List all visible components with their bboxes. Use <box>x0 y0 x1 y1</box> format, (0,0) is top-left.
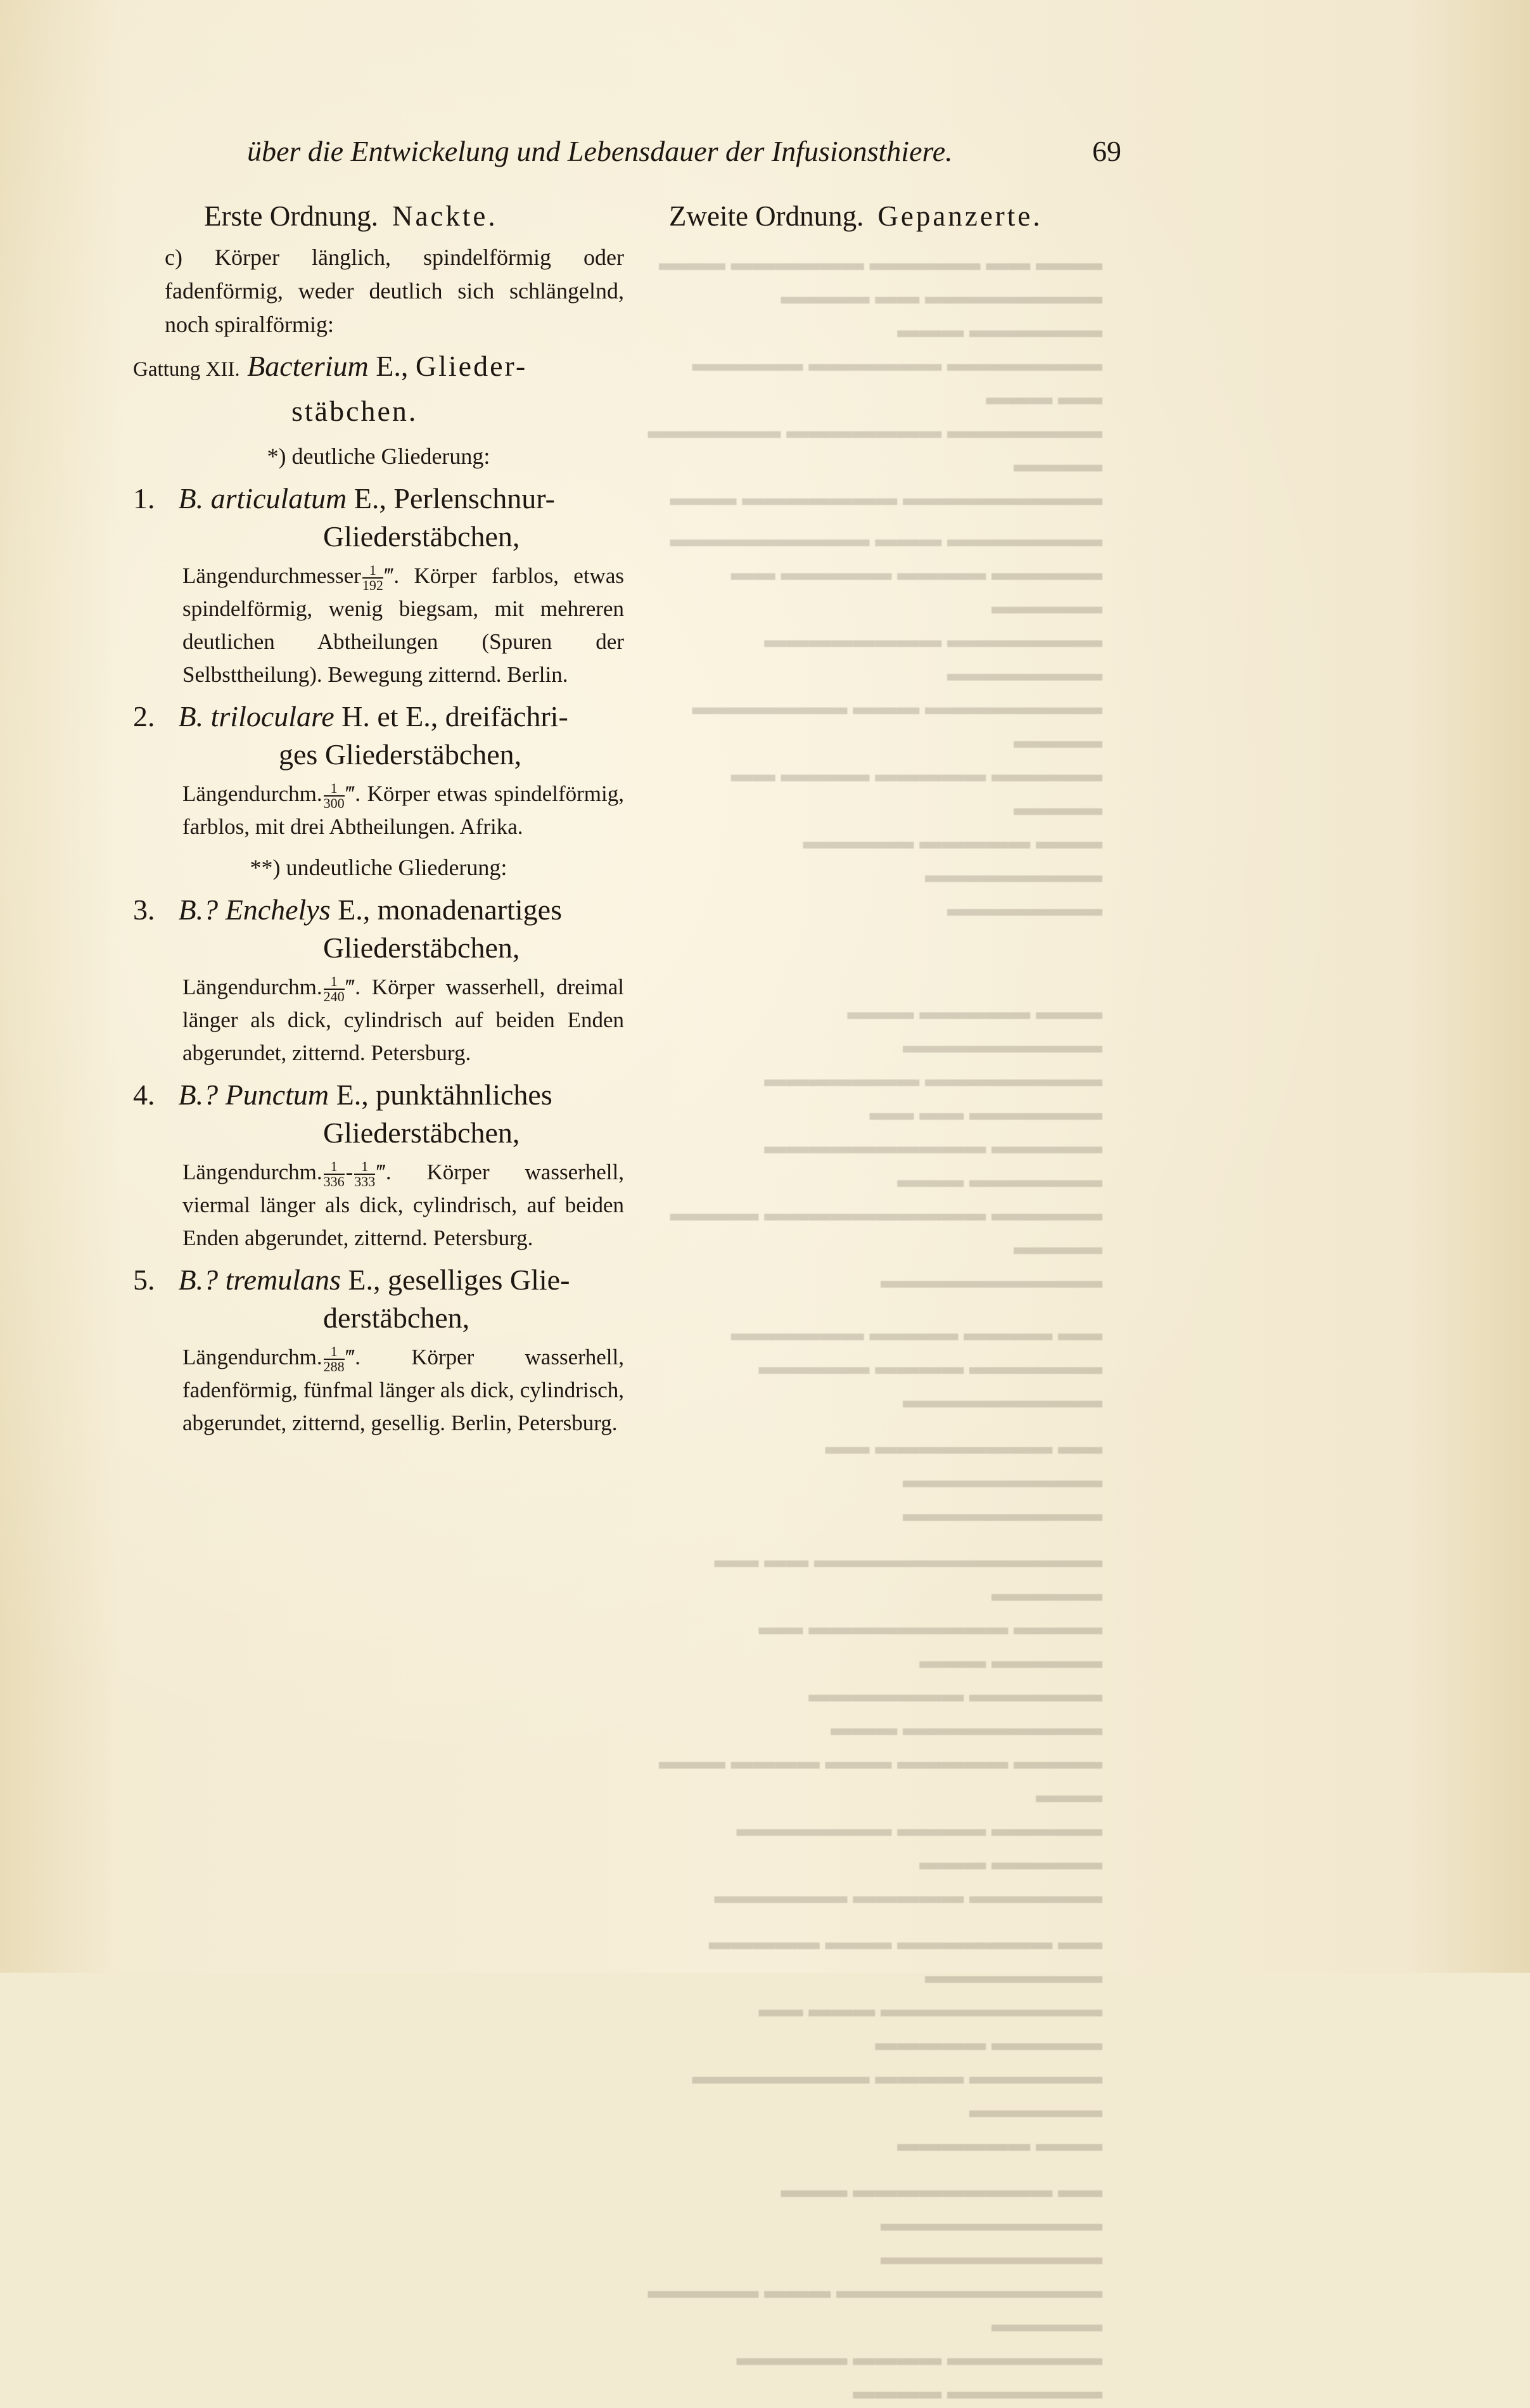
running-header <box>247 134 1121 179</box>
section-intro: c) Körper länglich, spindelförmig oder fadenförmig, weder deutlich sich schlängelnd, noch spiralförmig: <box>165 245 624 337</box>
species-epithet: Enchelys <box>225 893 331 926</box>
species-genus: B.? <box>178 893 219 926</box>
species-genus: B.? <box>178 1264 219 1296</box>
species-description: Längendurchm. $\frac{1}{336}$ - $\frac{1}{333}$ ‴. Körper wasserhell, viermal länger als dick, cylindrisch, auf beiden Enden abgerundet, zitternd. Petersburg. <box>182 1158 624 1250</box>
species-entry <box>133 1076 624 1152</box>
size-fraction: $\frac{1}{336}$ <box>323 1158 345 1189</box>
species-epithet: tremulans <box>225 1264 341 1296</box>
running-title: über die Entwickelung und Lebensdauer der Infusionsthiere. <box>247 135 953 167</box>
species-epithet: triloculare <box>210 700 335 733</box>
genus-name: Bacterium <box>247 350 369 382</box>
species-common-name: derstäbchen, <box>323 1302 470 1334</box>
species-genus: B.? <box>178 1079 219 1111</box>
species-common-name: Gliederstäbchen, <box>323 1117 520 1149</box>
species-epithet: articulatum <box>210 482 347 515</box>
order-label: Erste Ordnung. <box>204 200 378 232</box>
genus-common-name-cont: stäbchen. <box>291 395 418 427</box>
description-body: ‴. Körper farblos, etwas spindelförmig, wenig biegsam, mit mehreren deutlichen Abtheilungen (Spuren der Selbsttheilung). Bewegung zitternd. Berlin. <box>182 563 624 687</box>
species-description <box>133 560 624 691</box>
species-entry <box>133 891 624 967</box>
species-epithet: Punctum <box>225 1079 329 1111</box>
order-label: Zweite Ordnung. <box>669 200 864 232</box>
order-name: Gepanzerte. <box>877 200 1043 232</box>
right-column-title <box>669 200 1043 233</box>
species-author: E., Perlenschnur- <box>354 482 555 515</box>
species-entry <box>133 698 624 774</box>
genus-label: Gattung XII. <box>133 358 240 381</box>
species-common-name: ges Gliederstäbchen, <box>279 738 522 771</box>
species-genus: B. <box>178 482 204 515</box>
description-body: ‴. Körper wasserhell, dreimal länger als dick, cylindrisch auf beiden Enden abgerundet, zitternd. Petersburg. <box>182 975 624 1065</box>
species-number: 1. <box>133 482 155 515</box>
show-through-bleed: ▬▬▬ ▬▬ ▬▬▬▬▬ ▬▬▬▬▬▬ ▬▬▬ ▬▬▬▬▬▬▬▬ ▬▬ ▬▬▬▬ ▬▬▬▬▬▬ ▬▬▬ ▬▬▬▬▬▬▬ ▬▬▬▬▬▬ ▬▬▬▬▬ ▬▬ ▬▬▬ ▬▬▬▬▬▬▬ ▬▬▬▬▬▬▬ ▬▬▬▬▬▬ ▬▬▬▬ ▬▬▬▬▬▬▬▬▬ ▬▬▬▬▬▬▬ ▬▬▬ ▬▬▬▬▬▬▬ ▬▬▬ ▬▬▬▬▬▬▬▬▬ ▬▬▬▬▬ ▬▬▬▬ ▬▬▬▬▬ ▬▬ ▬▬▬▬▬ ▬▬▬▬▬▬▬ ▬▬▬▬▬▬▬▬ ▬▬▬▬▬▬▬ ▬▬▬▬▬▬▬▬ ▬▬▬ ▬▬▬▬▬▬▬ ▬▬▬▬ ▬▬▬▬▬ ▬▬▬▬▬ ▬▬▬▬ ▬▬ ▬▬▬▬ ▬▬▬ ▬▬▬▬▬ ▬▬▬▬▬ ▬▬▬▬▬▬▬▬ ▬▬▬▬▬▬▬ ▬▬▬ ▬▬▬▬▬ ▬▬▬ ▬▬▬▬▬▬▬▬▬ ▬▬▬▬▬▬▬▬ ▬▬▬▬▬▬▬ ▬▬▬▬▬▬ ▬▬ ▬▬ ▬▬▬▬▬ ▬▬▬▬▬▬▬▬▬▬ ▬▬▬▬▬▬ ▬▬▬ ▬▬▬▬▬ ▬▬▬▬▬▬▬▬▬▬ ▬▬▬▬ ▬▬▬▬ ▬▬▬▬▬▬▬▬▬▬ ▬▬ ▬▬▬▬ ▬▬▬▬ ▬▬▬▬▬▬ ▬▬▬▬▬▬ ▬▬▬▬ ▬▬▬▬▬ ▬▬▬▬▬▬▬▬▬ ▬▬ ▬▬▬▬▬▬▬▬ ▬▬ ▬▬▬▬▬▬▬▬▬ ▬▬▬▬▬▬▬▬▬ ▬▬▬▬▬▬▬▬▬▬▬▬▬ ▬▬ ▬▬ ▬▬▬▬▬ ▬▬▬▬ ▬▬▬▬▬▬▬▬▬ ▬▬ ▬▬▬▬▬ ▬▬▬ ▬▬▬▬▬▬ ▬▬▬▬▬▬▬ ▬▬▬▬▬▬▬▬▬ ▬▬▬ ▬▬▬▬ ▬▬▬▬▬ ▬▬▬ ▬▬▬▬ ▬▬▬ ▬▬▬ ▬▬▬▬▬ ▬▬▬▬ ▬▬▬▬▬▬▬ ▬▬▬▬▬ ▬▬▬ ▬▬▬▬▬▬ ▬▬▬▬▬ ▬▬▬▬▬▬ ▬▬ ▬▬▬▬▬▬▬ ▬▬▬ ▬▬▬▬▬ ▬▬▬▬▬▬▬▬ ▬▬▬▬▬▬▬▬▬▬ ▬▬▬ ▬▬ ▬▬▬▬▬ ▬▬▬▬▬ ▬▬▬▬▬▬ ▬▬▬▬ ▬▬▬▬▬▬▬▬ ▬▬▬▬▬▬ ▬▬▬ ▬▬▬▬▬▬ ▬▬ ▬▬▬▬▬▬▬▬▬ ▬▬▬ ▬▬▬▬▬▬▬▬▬▬ ▬▬▬▬▬▬▬▬▬▬ ▬▬▬▬▬▬▬▬▬▬▬▬ ▬▬▬ ▬▬▬▬▬ ▬▬▬▬▬ ▬▬▬▬▬▬▬ ▬▬▬▬ ▬▬▬▬▬ ▬▬▬▬▬▬▬ ▬▬▬▬ <box>647 250 1102 2404</box>
species-genus: B. <box>178 700 204 733</box>
division-heading: **) undeutliche Gliederung: <box>250 855 507 880</box>
species-number: 5. <box>133 1264 155 1296</box>
page-number: 69 <box>1092 135 1121 167</box>
description-lead: Längendurchm. <box>182 781 322 806</box>
species-common-name: Gliederstäbchen, <box>323 520 520 553</box>
species-author: E., punktähnliches <box>336 1079 552 1111</box>
species-author: E., geselliges Glie- <box>348 1264 570 1296</box>
size-fraction: $\frac{1}{240}$ <box>323 973 345 1004</box>
species-number: 4. <box>133 1079 155 1111</box>
division-heading: *) deutliche Gliederung: <box>267 444 490 469</box>
size-fraction: $\frac{1}{333}$ <box>354 1158 376 1189</box>
size-fraction: $\frac{1}{192}$ <box>362 561 383 593</box>
description-lead: Längendurchm. <box>182 975 322 999</box>
species-author: H. et E., dreifächri- <box>341 700 568 733</box>
order-name: Nackte. <box>392 200 498 232</box>
left-column <box>133 241 624 1440</box>
description-body: ‴. Körper wasserhell, fadenförmig, fünfmal länger als dick, cylindrisch, abgerundet, zitternd, gesellig. Berlin, Petersburg. <box>182 1345 624 1435</box>
genus-author: E., <box>376 350 409 382</box>
species-description <box>133 778 624 843</box>
description-body: ‴. Körper etwas spindelförmig, farblos, mit drei Abtheilungen. Afrika. <box>182 781 624 839</box>
size-fraction: $\frac{1}{288}$ <box>323 1343 345 1374</box>
description-lead: Längendurchm. <box>182 1345 322 1369</box>
size-fraction: $\frac{1}{300}$ <box>323 779 345 811</box>
species-common-name: Gliederstäbchen, <box>323 932 520 964</box>
species-number: 2. <box>133 700 155 733</box>
species-author: E., monadenartiges <box>338 893 562 926</box>
species-entry <box>133 1261 624 1337</box>
species-description <box>133 1341 624 1440</box>
species-description <box>133 971 624 1070</box>
genus-heading <box>133 345 624 432</box>
description-lead: Längendurchm. <box>182 1160 322 1184</box>
description-body: ‴. Körper wasserhell, viermal länger als dick, cylindrisch, auf beiden Enden abgerundet, zitternd. Petersburg. <box>182 1160 624 1250</box>
species-entry <box>133 480 624 556</box>
description-lead: Längendurchmesser <box>182 563 361 588</box>
species-number: 3. <box>133 893 155 926</box>
left-column-title <box>204 200 498 233</box>
genus-common-name: Glieder- <box>415 350 528 382</box>
